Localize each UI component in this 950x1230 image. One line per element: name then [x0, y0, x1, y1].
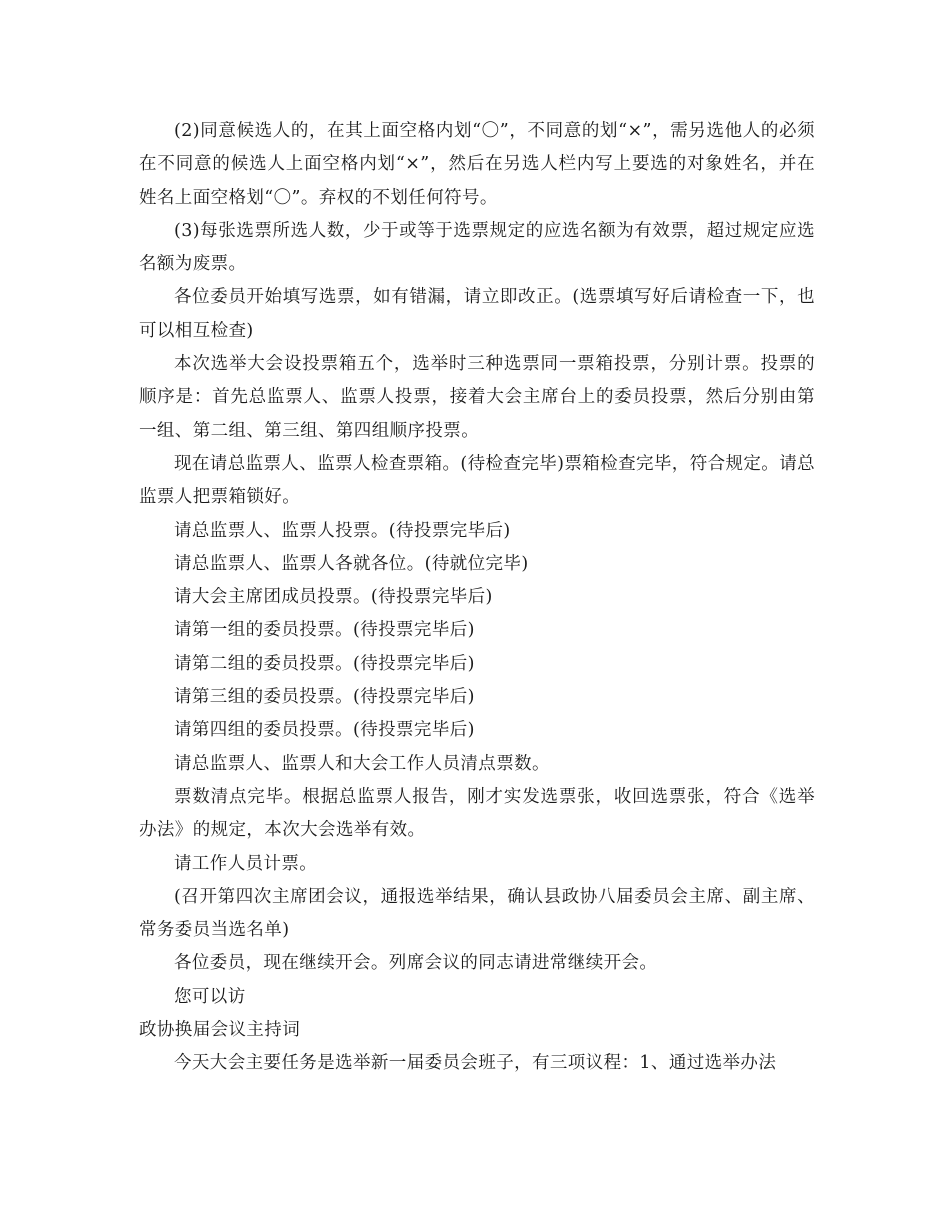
paragraph-visit: 您可以访: [174, 986, 246, 1007]
paragraph-count-votes: 请总监票人、监票人和大会工作人员清点票数。: [174, 753, 550, 774]
paragraph-group3-vote: 请第三组的委员投票。(待投票完毕后): [174, 687, 475, 708]
paragraph-agenda: 今天大会主要任务是选举新一届委员会班子，有三项议程：1、通过选举办法: [174, 1053, 777, 1074]
document-body: [139, 115, 815, 1081]
paragraph-fourth-presidium: (召开第四次主席团会议，通报选举结果，确认县政协八届委员会主席、副主席、常务委员当选名单): [139, 886, 815, 941]
paragraph-ballot-rule-3: (3)每张选票所选人数，少于或等于选票规定的应选名额为有效票，超过规定应选名额为废票。: [139, 220, 815, 275]
paragraph-supervisors-positions: 请总监票人、监票人各就各位。(待就位完毕): [174, 553, 529, 574]
paragraph-count-complete: 票数清点完毕。根据总监票人报告，刚才实发选票张，收回选票张，符合《选举办法》的规定，本次大会选举有效。: [139, 786, 815, 841]
paragraph-resume-meeting: 各位委员，现在继续开会。列席会议的同志请进常继续开会。: [174, 953, 658, 974]
paragraph-presidium-vote: 请大会主席团成员投票。(待投票完毕后): [174, 587, 493, 608]
paragraph-group4-vote: 请第四组的委员投票。(待投票完毕后): [174, 720, 475, 741]
paragraph-ballot-boxes: 本次选举大会设投票箱五个，选举时三种选票同一票箱投票，分别计票。投票的顺序是：首先总监票人、监票人投票，接着大会主席台上的委员投票，然后分别由第一组、第二组、第三组、第四组顺序投票。: [139, 354, 815, 441]
paragraph-ballot-rule-2: (2)同意候选人的，在其上面空格内划“〇”，不同意的划“×”，需另选他人的必须在不同意的候选人上面空格内划“×”，然后在另选人栏内写上要选的对象姓名，并在姓名上面空格划“〇”。弃权的不划任何符号。: [139, 121, 815, 208]
paragraph-check-boxes: 现在请总监票人、监票人检查票箱。(待检查完毕)票箱检查完毕，符合规定。请总监票人把票箱锁好。: [139, 453, 815, 508]
paragraph-group2-vote: 请第二组的委员投票。(待投票完毕后): [174, 653, 475, 674]
paragraph-group1-vote: 请第一组的委员投票。(待投票完毕后): [174, 620, 475, 641]
section-heading: 政协换届会议主持词: [139, 1020, 301, 1041]
paragraph-supervisors-vote: 请总监票人、监票人投票。(待投票完毕后): [174, 520, 511, 541]
paragraph-tally: 请工作人员计票。: [174, 853, 318, 874]
paragraph-fill-ballot: 各位委员开始填写选票，如有错漏，请立即改正。(选票填写好后请检查一下，也可以相互检查): [139, 287, 815, 341]
